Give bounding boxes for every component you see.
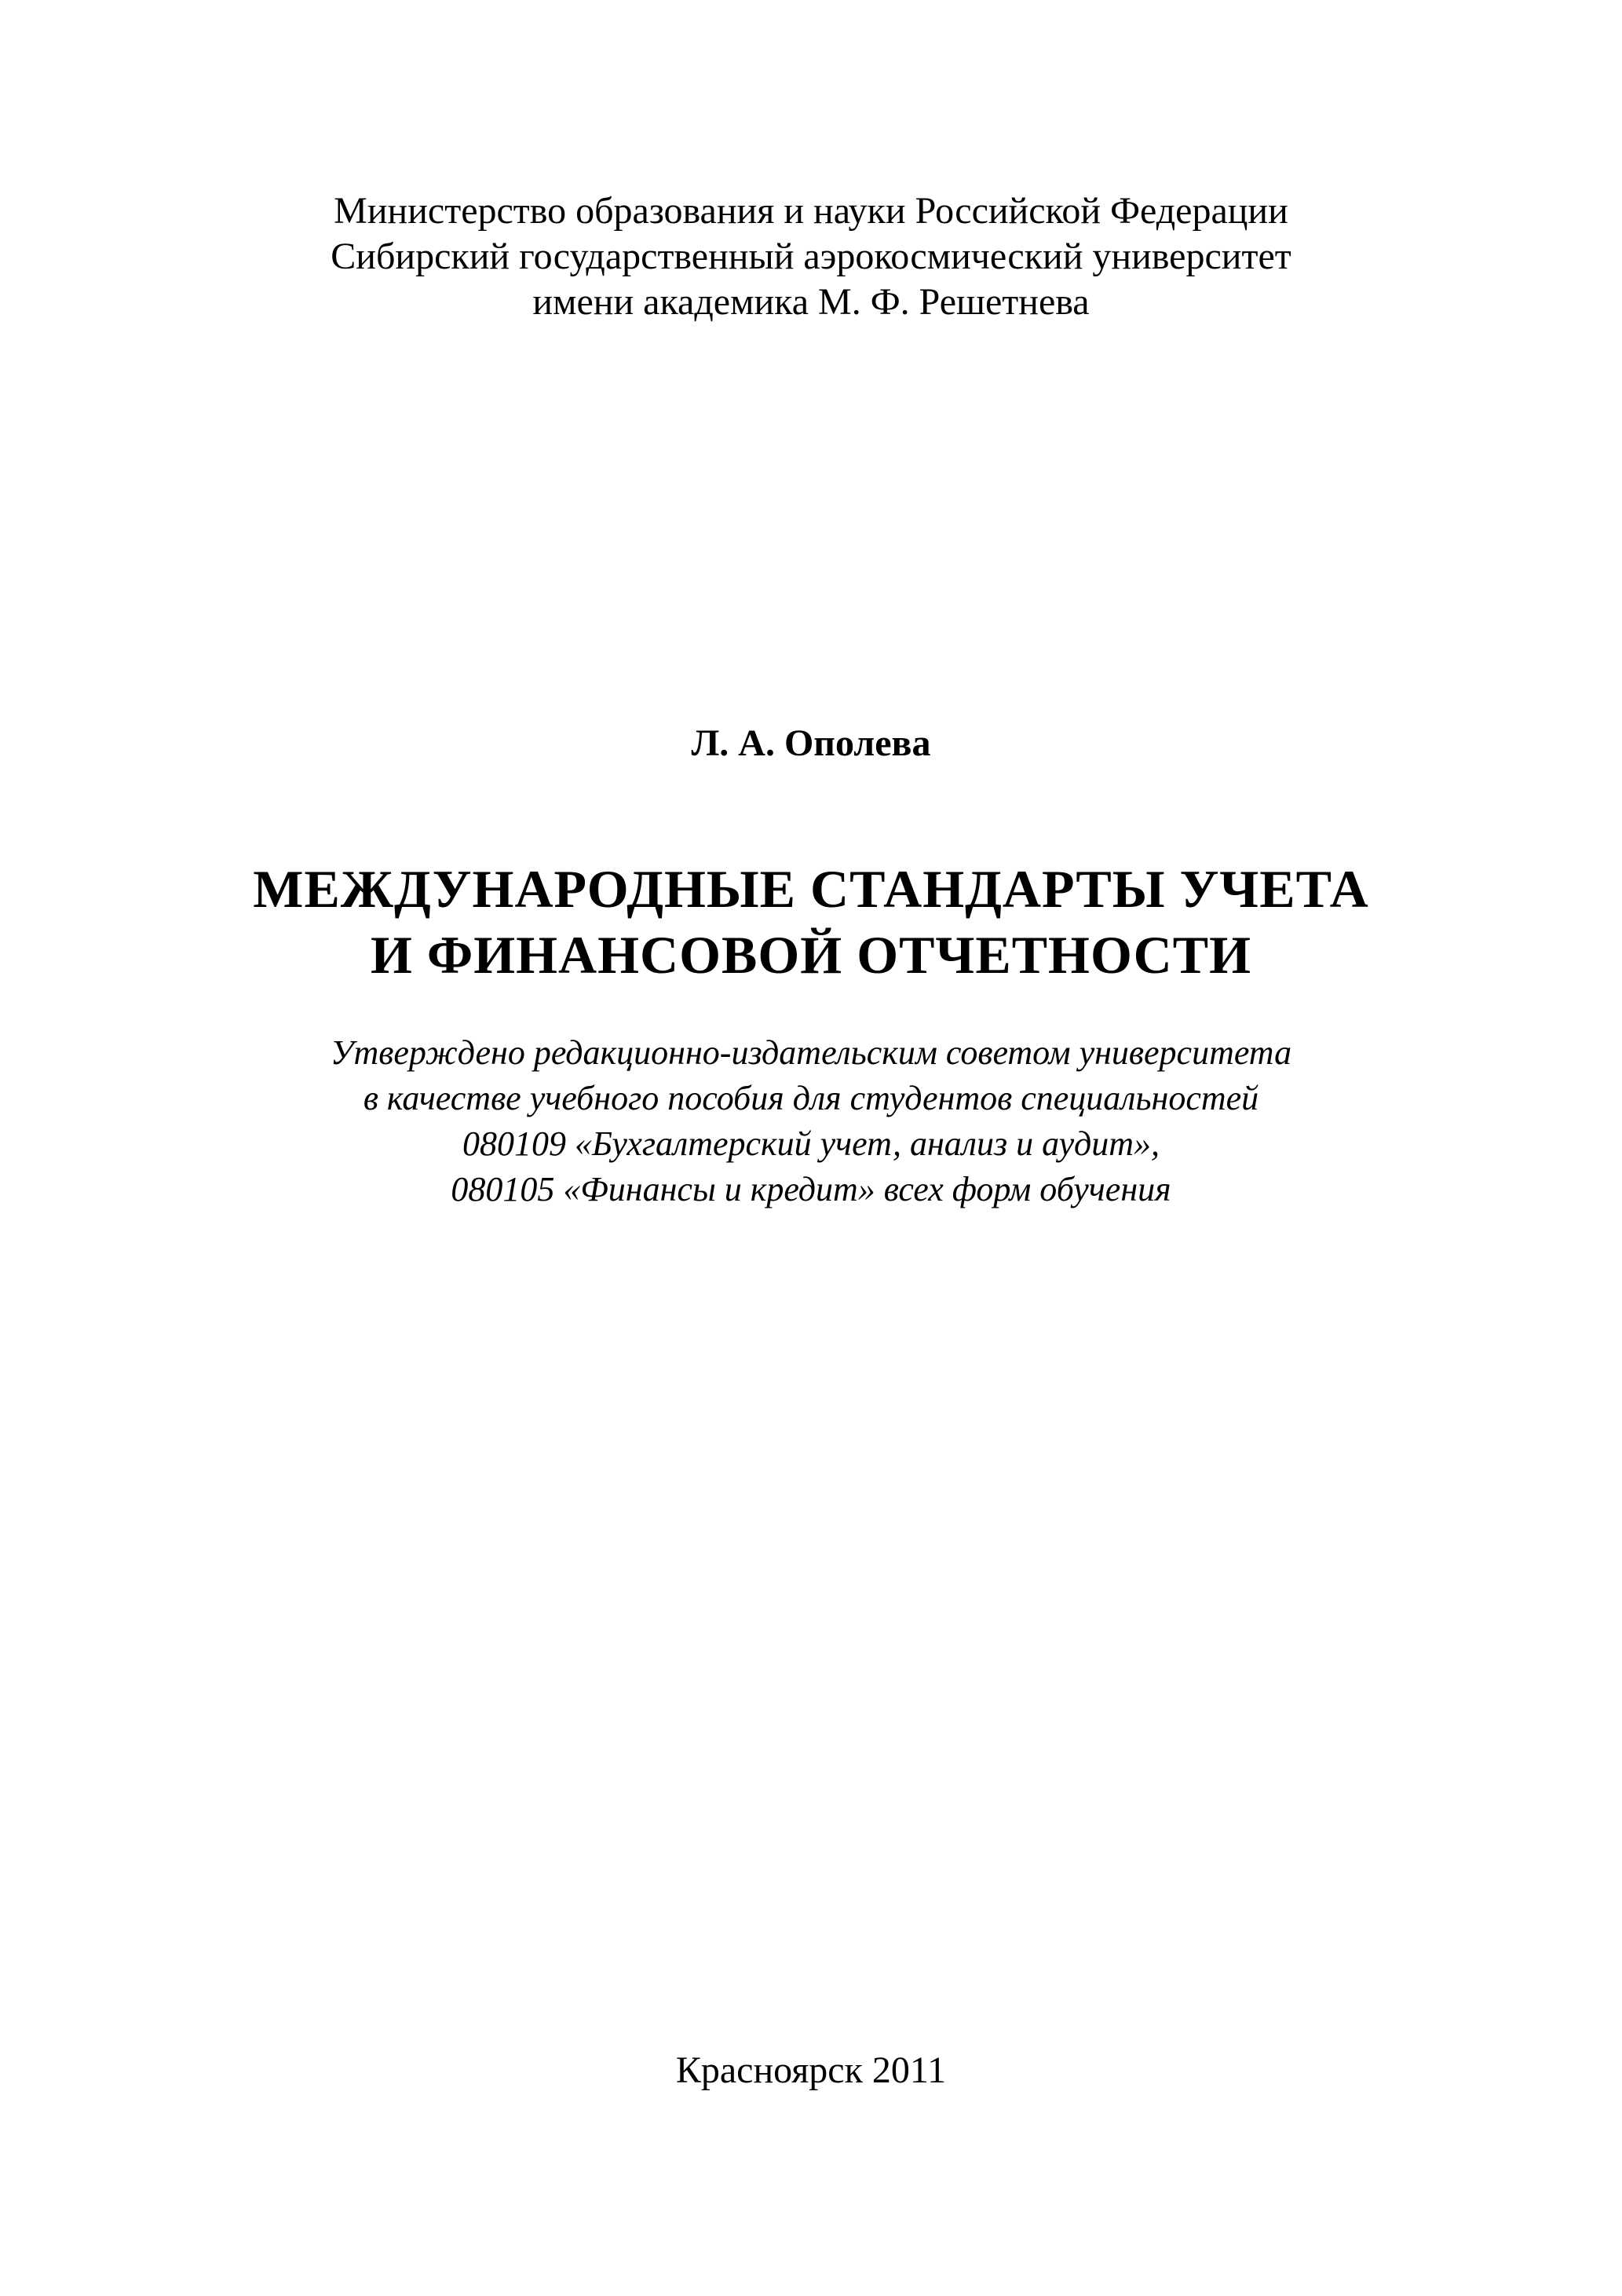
named-after-line: имени академика М. Ф. Решетнева bbox=[532, 281, 1090, 323]
approval-note bbox=[0, 1030, 1622, 1212]
title-line-2: И ФИНАНСОВОЙ ОТЧЕТНОСТИ bbox=[370, 925, 1252, 985]
ministry-line: Министерство образования и науки Российской Федерации bbox=[334, 190, 1288, 232]
approval-line-3: 080109 «Бухгалтерский учет, анализ и аудит», bbox=[462, 1124, 1160, 1163]
approval-line-4: 080105 «Финансы и кредит» всех форм обучения bbox=[451, 1170, 1171, 1208]
approval-line-2: в качестве учебного пособия для студентов специальностей bbox=[363, 1079, 1259, 1117]
city-year: Красноярск 2011 bbox=[675, 2049, 947, 2091]
university-line: Сибирский государственный аэрокосмический университет bbox=[331, 236, 1291, 277]
title-line-1: МЕЖДУНАРОДНЫЕ СТАНДАРТЫ УЧЕТА bbox=[253, 859, 1369, 919]
book-title bbox=[0, 856, 1622, 988]
institution-header bbox=[0, 188, 1622, 325]
approval-line-1: Утверждено редакционно-издательским советом университета bbox=[330, 1033, 1292, 1072]
author-name: Л. А. Ополева bbox=[691, 722, 931, 764]
